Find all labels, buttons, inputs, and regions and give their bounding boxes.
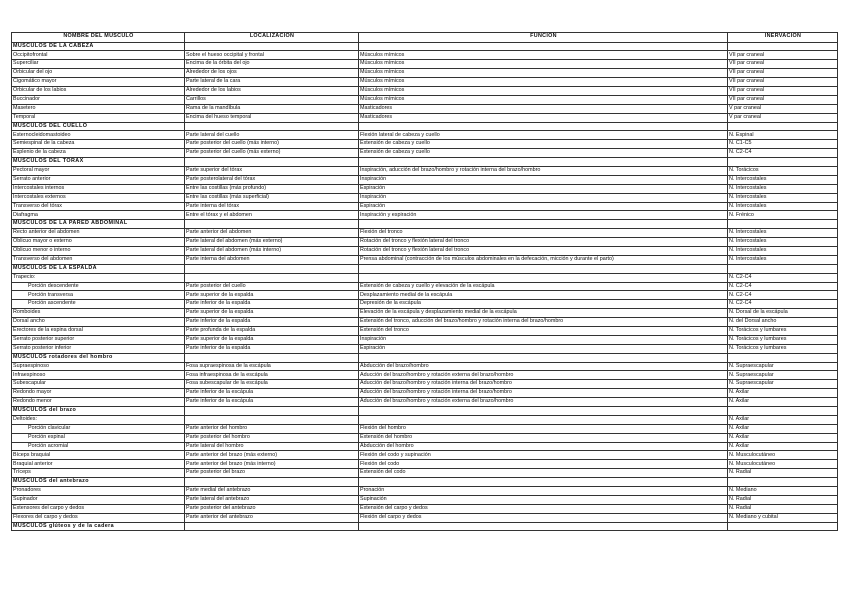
cell-name: MÚSCULOS DE LA CABEZA bbox=[12, 42, 185, 51]
table-row bbox=[12, 149, 838, 158]
cell-name: Redondo menor bbox=[12, 398, 185, 407]
cell-function: Abducción del brazo/hombro bbox=[359, 362, 728, 371]
section-row bbox=[12, 122, 838, 131]
cell-function: Extensión de cabeza y cuello bbox=[359, 149, 728, 158]
cell-name: Recto anterior del abdomen bbox=[12, 229, 185, 238]
cell-function: Flexión lateral de cabeza y cuello bbox=[359, 131, 728, 140]
cell-innervation: N. Torácicos y lumbares bbox=[728, 327, 838, 336]
cell-location: Parte lateral del abdomen (más interno) bbox=[185, 246, 359, 255]
cell-name: MÚSCULOS del brazo bbox=[12, 407, 185, 416]
cell-function: Aducción del brazo/hombro y rotación interna del brazo/hombro bbox=[359, 380, 728, 389]
cell-name: MÚSCULOS del antebrazo bbox=[12, 478, 185, 487]
cell-name: Buccinador bbox=[12, 95, 185, 104]
cell-location: Encima del hueso temporal bbox=[185, 113, 359, 122]
cell-name: Romboides bbox=[12, 309, 185, 318]
table-row bbox=[12, 255, 838, 264]
cell-location: Parte interna del tórax bbox=[185, 202, 359, 211]
cell-function: Flexión del codo y supinación bbox=[359, 451, 728, 460]
cell-location: Fosa infraespinosa de la escápula bbox=[185, 371, 359, 380]
section-row bbox=[12, 478, 838, 487]
cell-innervation: N. Intercostales bbox=[728, 229, 838, 238]
cell-function: Supinación bbox=[359, 495, 728, 504]
section-row bbox=[12, 158, 838, 167]
header-row bbox=[12, 33, 838, 43]
cell-location: Parte anterior del brazo (más externo) bbox=[185, 451, 359, 460]
cell-function: Extensión de cabeza y cuello y elevación de la escápula bbox=[359, 282, 728, 291]
cell-function: Abducción del hombro bbox=[359, 442, 728, 451]
cell-location: Parte interna del abdomen bbox=[185, 255, 359, 264]
cell-location: Rama de la mandíbula bbox=[185, 104, 359, 113]
cell-location: Entre el tórax y el abdomen bbox=[185, 211, 359, 220]
cell-function: Espiración bbox=[359, 184, 728, 193]
cell-innervation bbox=[728, 42, 838, 51]
cell-function: Músculos mímicos bbox=[359, 86, 728, 95]
table-row bbox=[12, 175, 838, 184]
table-row bbox=[12, 371, 838, 380]
cell-innervation: N. C2-C4 bbox=[728, 291, 838, 300]
cell-location: Parte posterolateral del tórax bbox=[185, 175, 359, 184]
cell-location bbox=[185, 158, 359, 167]
cell-location: Parte profunda de la espalda bbox=[185, 327, 359, 336]
table-row bbox=[12, 415, 838, 424]
cell-innervation: N. Intercostales bbox=[728, 238, 838, 247]
cell-innervation bbox=[728, 478, 838, 487]
cell-name: Porción descendente bbox=[12, 282, 185, 291]
header-function: FUNCIÓN bbox=[359, 33, 728, 43]
table-row bbox=[12, 184, 838, 193]
cell-function: Espiración bbox=[359, 344, 728, 353]
table-row bbox=[12, 69, 838, 78]
header-location: LOCALIZACIÓN bbox=[185, 33, 359, 43]
cell-location: Parte inferior de la espalda bbox=[185, 318, 359, 327]
table-row bbox=[12, 140, 838, 149]
table-row bbox=[12, 131, 838, 140]
cell-name: Trapecio: bbox=[12, 273, 185, 282]
cell-innervation: N. Axilar bbox=[728, 442, 838, 451]
table-row bbox=[12, 202, 838, 211]
cell-innervation: N. Radial bbox=[728, 504, 838, 513]
table-row bbox=[12, 211, 838, 220]
table-row bbox=[12, 451, 838, 460]
cell-location: Fosa subescapular de la escápula bbox=[185, 380, 359, 389]
table-row bbox=[12, 86, 838, 95]
cell-name: Erectores de la espina dorsal bbox=[12, 327, 185, 336]
cell-innervation: N. Supraescapular bbox=[728, 371, 838, 380]
cell-innervation: N. Axilar bbox=[728, 433, 838, 442]
table-row bbox=[12, 469, 838, 478]
table-row bbox=[12, 335, 838, 344]
cell-function bbox=[359, 522, 728, 531]
cell-location bbox=[185, 353, 359, 362]
cell-innervation: N. C2-C4 bbox=[728, 300, 838, 309]
cell-name: Porción acromial bbox=[12, 442, 185, 451]
cell-name: Semiespinal de la cabeza bbox=[12, 140, 185, 149]
cell-name: Porción ascendente bbox=[12, 300, 185, 309]
cell-location: Encima de la órbita del ojo bbox=[185, 60, 359, 69]
cell-location: Parte anterior del abdomen bbox=[185, 229, 359, 238]
cell-innervation: N. Supraescapular bbox=[728, 362, 838, 371]
cell-innervation: N. Radial bbox=[728, 469, 838, 478]
cell-innervation: N. Musculocutáneo bbox=[728, 460, 838, 469]
table-row bbox=[12, 246, 838, 255]
table-row bbox=[12, 282, 838, 291]
cell-name: Subescapular bbox=[12, 380, 185, 389]
cell-function: Músculos mímicos bbox=[359, 95, 728, 104]
section-row bbox=[12, 522, 838, 531]
cell-name: Occipitofrontal bbox=[12, 51, 185, 60]
cell-name: Pronadores bbox=[12, 487, 185, 496]
cell-name: Cigomático mayor bbox=[12, 78, 185, 87]
cell-name: Superciliar bbox=[12, 60, 185, 69]
cell-function bbox=[359, 264, 728, 273]
cell-function: Inspiración y espiración bbox=[359, 211, 728, 220]
cell-location bbox=[185, 264, 359, 273]
cell-name: Temporal bbox=[12, 113, 185, 122]
table-body bbox=[12, 42, 838, 531]
table-row bbox=[12, 442, 838, 451]
table-row bbox=[12, 78, 838, 87]
cell-function bbox=[359, 220, 728, 229]
cell-function: Extensión del hombro bbox=[359, 433, 728, 442]
table-row bbox=[12, 300, 838, 309]
cell-innervation: N. Supraescapular bbox=[728, 380, 838, 389]
cell-function: Masticadores bbox=[359, 113, 728, 122]
cell-name: Esplenio de la cabeza bbox=[12, 149, 185, 158]
cell-function bbox=[359, 407, 728, 416]
section-row bbox=[12, 264, 838, 273]
cell-location: Parte posterior del cuello bbox=[185, 282, 359, 291]
cell-function: Extensión del tronco, aducción del brazo/hombro y rotación interna del brazo/hombro bbox=[359, 318, 728, 327]
cell-innervation bbox=[728, 220, 838, 229]
cell-location: Parte lateral del hombro bbox=[185, 442, 359, 451]
cell-function: Elevación de la escápula y desplazamiento medial de la escápula bbox=[359, 309, 728, 318]
cell-location: Parte anterior del antebrazo bbox=[185, 513, 359, 522]
cell-function: Flexión del carpo y dedos bbox=[359, 513, 728, 522]
cell-name: Porción clavicular bbox=[12, 424, 185, 433]
cell-innervation: N. Intercostales bbox=[728, 193, 838, 202]
cell-innervation: N. C2-C4 bbox=[728, 273, 838, 282]
cell-name: Transverso del tórax bbox=[12, 202, 185, 211]
table-row bbox=[12, 389, 838, 398]
cell-innervation: N. Mediano y cubital bbox=[728, 513, 838, 522]
cell-function: Músculos mímicos bbox=[359, 78, 728, 87]
cell-innervation: VII par craneal bbox=[728, 78, 838, 87]
cell-location: Carrillos bbox=[185, 95, 359, 104]
cell-innervation: N. Axilar bbox=[728, 398, 838, 407]
cell-function bbox=[359, 42, 728, 51]
cell-function: Inspiración, aducción del brazo/hombro y rotación interna del brazo/hombro bbox=[359, 166, 728, 175]
cell-location: Alrededor de los labios bbox=[185, 86, 359, 95]
cell-name: Intercostales externos bbox=[12, 193, 185, 202]
cell-function: Músculos mímicos bbox=[359, 69, 728, 78]
cell-location: Parte inferior de la escápula bbox=[185, 389, 359, 398]
cell-location bbox=[185, 522, 359, 531]
cell-innervation: N. Frénico bbox=[728, 211, 838, 220]
cell-innervation: N. Intercostales bbox=[728, 255, 838, 264]
cell-function: Flexión del hombro bbox=[359, 424, 728, 433]
cell-function: Flexión del codo bbox=[359, 460, 728, 469]
cell-name: Extensores del carpo y dedos bbox=[12, 504, 185, 513]
cell-innervation: N. Intercostales bbox=[728, 175, 838, 184]
cell-innervation: N. Axilar bbox=[728, 389, 838, 398]
cell-innervation: N. Intercostales bbox=[728, 184, 838, 193]
cell-innervation: N. Axilar bbox=[728, 424, 838, 433]
cell-innervation: N. Intercostales bbox=[728, 202, 838, 211]
cell-function: Inspiración bbox=[359, 175, 728, 184]
cell-name: Braquial anterior bbox=[12, 460, 185, 469]
cell-function: Depresión de la escápula bbox=[359, 300, 728, 309]
table-row bbox=[12, 273, 838, 282]
cell-location: Parte superior de la espalda bbox=[185, 309, 359, 318]
cell-innervation: N. Dorsal de la escápula bbox=[728, 309, 838, 318]
table-row bbox=[12, 309, 838, 318]
cell-function bbox=[359, 158, 728, 167]
cell-function: Pronación bbox=[359, 487, 728, 496]
cell-name: Serrato anterior bbox=[12, 175, 185, 184]
cell-name: Transverso del abdomen bbox=[12, 255, 185, 264]
cell-function: Extensión del tronco bbox=[359, 327, 728, 336]
cell-innervation: VII par craneal bbox=[728, 60, 838, 69]
cell-innervation: N. C1-C5 bbox=[728, 140, 838, 149]
table-row bbox=[12, 380, 838, 389]
cell-innervation bbox=[728, 158, 838, 167]
cell-innervation: N. Torácicos y lumbares bbox=[728, 335, 838, 344]
cell-location: Parte inferior de la espalda bbox=[185, 344, 359, 353]
cell-location bbox=[185, 42, 359, 51]
cell-name: Porción espinal bbox=[12, 433, 185, 442]
cell-name: Deltoides: bbox=[12, 415, 185, 424]
table-row bbox=[12, 229, 838, 238]
table-row bbox=[12, 504, 838, 513]
cell-innervation: N. Musculocutáneo bbox=[728, 451, 838, 460]
cell-location: Parte lateral del abdomen (más externo) bbox=[185, 238, 359, 247]
cell-location: Parte posterior del brazo bbox=[185, 469, 359, 478]
cell-function: Inspiración bbox=[359, 193, 728, 202]
table-row bbox=[12, 513, 838, 522]
cell-name: Bíceps braquial bbox=[12, 451, 185, 460]
cell-innervation: N. C2-C4 bbox=[728, 149, 838, 158]
cell-name: Supinador bbox=[12, 495, 185, 504]
table-row bbox=[12, 495, 838, 504]
table-row bbox=[12, 291, 838, 300]
cell-name: Dorsal ancho bbox=[12, 318, 185, 327]
cell-name: Serrato posterior inferior bbox=[12, 344, 185, 353]
cell-innervation: N. del Dorsal ancho bbox=[728, 318, 838, 327]
cell-location: Parte posterior del hombro bbox=[185, 433, 359, 442]
cell-function bbox=[359, 353, 728, 362]
table-row bbox=[12, 398, 838, 407]
cell-location: Parte lateral del antebrazo bbox=[185, 495, 359, 504]
cell-innervation bbox=[728, 122, 838, 131]
cell-location: Parte inferior de la espalda bbox=[185, 300, 359, 309]
cell-location: Parte superior de la espalda bbox=[185, 335, 359, 344]
cell-location bbox=[185, 220, 359, 229]
cell-function: Aducción del brazo/hombro y rotación interna del brazo/hombro bbox=[359, 389, 728, 398]
cell-innervation bbox=[728, 407, 838, 416]
cell-location: Parte posterior del cuello (más externo) bbox=[185, 149, 359, 158]
muscle-table bbox=[11, 32, 838, 531]
cell-innervation: N. Torácicos bbox=[728, 166, 838, 175]
cell-location: Parte medial del antebrazo bbox=[185, 487, 359, 496]
cell-name: Orbicular del ojo bbox=[12, 69, 185, 78]
cell-name: Flexores del carpo y dedos bbox=[12, 513, 185, 522]
cell-name: Oblicuo menor o interno bbox=[12, 246, 185, 255]
cell-name: Pectoral mayor bbox=[12, 166, 185, 175]
cell-location: Entre las costillas (más superficial) bbox=[185, 193, 359, 202]
table-row bbox=[12, 344, 838, 353]
cell-function bbox=[359, 122, 728, 131]
cell-name: Diafragma bbox=[12, 211, 185, 220]
cell-function: Desplazamiento medial de la escápula bbox=[359, 291, 728, 300]
cell-innervation: N. C2-C4 bbox=[728, 282, 838, 291]
cell-function: Extensión del codo bbox=[359, 469, 728, 478]
cell-function: Inspiración bbox=[359, 335, 728, 344]
cell-name: Serrato posterior superior bbox=[12, 335, 185, 344]
cell-location: Alrededor de los ojos bbox=[185, 69, 359, 78]
cell-innervation: V par craneal bbox=[728, 104, 838, 113]
table-row bbox=[12, 460, 838, 469]
cell-innervation: VII par craneal bbox=[728, 95, 838, 104]
cell-innervation: VII par craneal bbox=[728, 51, 838, 60]
cell-function bbox=[359, 273, 728, 282]
cell-name: Oblicuo mayor o externo bbox=[12, 238, 185, 247]
section-row bbox=[12, 353, 838, 362]
cell-location bbox=[185, 407, 359, 416]
cell-name: Tríceps bbox=[12, 469, 185, 478]
cell-location: Entre las costillas (más profundo) bbox=[185, 184, 359, 193]
cell-name: Supraespinoso bbox=[12, 362, 185, 371]
table-row bbox=[12, 362, 838, 371]
cell-function: Flexión del tronco bbox=[359, 229, 728, 238]
section-row bbox=[12, 220, 838, 229]
cell-function: Extensión del carpo y dedos bbox=[359, 504, 728, 513]
cell-name: Masetero bbox=[12, 104, 185, 113]
cell-name: MÚSCULOS DE LA ESPALDA bbox=[12, 264, 185, 273]
cell-innervation: VII par craneal bbox=[728, 69, 838, 78]
cell-function: Aducción del brazo/hombro y rotación externa del brazo/hombro bbox=[359, 371, 728, 380]
cell-location: Sobre el hueso occipital y frontal bbox=[185, 51, 359, 60]
cell-function: Masticadores bbox=[359, 104, 728, 113]
table-row bbox=[12, 60, 838, 69]
cell-function: Extensión de cabeza y cuello bbox=[359, 140, 728, 149]
cell-innervation: N. Axilar bbox=[728, 415, 838, 424]
table-row bbox=[12, 51, 838, 60]
cell-location: Fosa supraespinosa de la escápula bbox=[185, 362, 359, 371]
cell-location: Parte posterior del cuello (más interno) bbox=[185, 140, 359, 149]
cell-function: Rotación del tronco y flexión lateral del tronco bbox=[359, 246, 728, 255]
cell-innervation bbox=[728, 264, 838, 273]
header-innervation: INERVACIÓN bbox=[728, 33, 838, 43]
cell-name: Redondo mayor bbox=[12, 389, 185, 398]
cell-name: MÚSCULOS rotadores del hombro bbox=[12, 353, 185, 362]
cell-name: MÚSCULOS glúteos y de la cadera bbox=[12, 522, 185, 531]
cell-function: Aducción del brazo/hombro y rotación externa del brazo/hombro bbox=[359, 398, 728, 407]
cell-location: Parte posterior del antebrazo bbox=[185, 504, 359, 513]
cell-location: Parte anterior del brazo (más interno) bbox=[185, 460, 359, 469]
cell-function bbox=[359, 478, 728, 487]
cell-function bbox=[359, 415, 728, 424]
table-row bbox=[12, 113, 838, 122]
cell-name: Porción transversa bbox=[12, 291, 185, 300]
cell-name: Intercostales internos bbox=[12, 184, 185, 193]
cell-location: Parte inferior de la escápula bbox=[185, 398, 359, 407]
table-row bbox=[12, 318, 838, 327]
cell-innervation: VII par craneal bbox=[728, 86, 838, 95]
cell-innervation bbox=[728, 522, 838, 531]
cell-innervation: N. Radial bbox=[728, 495, 838, 504]
cell-function: Rotación del tronco y flexión lateral del tronco bbox=[359, 238, 728, 247]
table-row bbox=[12, 166, 838, 175]
cell-name: Orbicular de los labios bbox=[12, 86, 185, 95]
table-row bbox=[12, 327, 838, 336]
table-row bbox=[12, 487, 838, 496]
cell-location: Parte lateral de la cara bbox=[185, 78, 359, 87]
cell-location: Parte superior del tórax bbox=[185, 166, 359, 175]
cell-innervation: N. Torácicos y lumbares bbox=[728, 344, 838, 353]
table-row bbox=[12, 433, 838, 442]
cell-location bbox=[185, 415, 359, 424]
cell-function: Músculos mímicos bbox=[359, 51, 728, 60]
table-row bbox=[12, 95, 838, 104]
cell-innervation: N. Espinal bbox=[728, 131, 838, 140]
cell-innervation: N. Mediano bbox=[728, 487, 838, 496]
cell-innervation: V par craneal bbox=[728, 113, 838, 122]
cell-function: Espiración bbox=[359, 202, 728, 211]
table-row bbox=[12, 104, 838, 113]
cell-name: Esternocleidomastoideo bbox=[12, 131, 185, 140]
table-row bbox=[12, 238, 838, 247]
section-row bbox=[12, 407, 838, 416]
header-name: NOMBRE DEL MÚSCULO bbox=[12, 33, 185, 43]
cell-location: Parte lateral del cuello bbox=[185, 131, 359, 140]
cell-function: Músculos mímicos bbox=[359, 60, 728, 69]
cell-name: Infraespinoso bbox=[12, 371, 185, 380]
cell-name: MÚSCULOS DEL CUELLO bbox=[12, 122, 185, 131]
cell-innervation: N. Intercostales bbox=[728, 246, 838, 255]
section-row bbox=[12, 42, 838, 51]
cell-function: Prensa abdominal (contracción de los músculos abdominales en la defecación, micción y durante el parto) bbox=[359, 255, 728, 264]
cell-location: Parte superior de la espalda bbox=[185, 291, 359, 300]
cell-name: MÚSCULOS DEL TÓRAX bbox=[12, 158, 185, 167]
cell-location bbox=[185, 122, 359, 131]
table-row bbox=[12, 193, 838, 202]
cell-location bbox=[185, 273, 359, 282]
table-row bbox=[12, 424, 838, 433]
cell-innervation bbox=[728, 353, 838, 362]
cell-location: Parte anterior del hombro bbox=[185, 424, 359, 433]
cell-name: MÚSCULOS DE LA PARED ABDOMINAL bbox=[12, 220, 185, 229]
cell-location bbox=[185, 478, 359, 487]
